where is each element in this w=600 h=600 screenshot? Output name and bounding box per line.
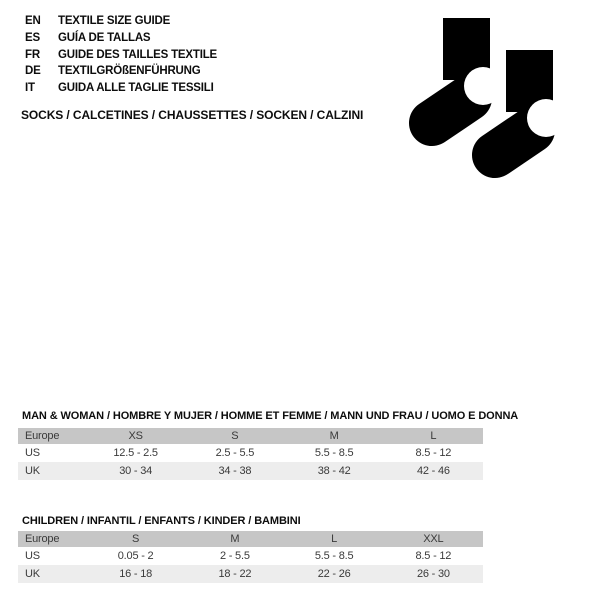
language-code: FR — [25, 48, 40, 61]
table-cell: 5.5 - 8.5 — [314, 447, 354, 459]
table-header-row — [18, 531, 483, 547]
language-label: GUÍA DE TALLAS — [58, 32, 151, 45]
table-cell: 0.05 - 2 — [117, 550, 154, 562]
table-cell: 26 - 30 — [416, 568, 450, 580]
list-item — [25, 63, 217, 80]
table-cell: 42 - 46 — [416, 465, 450, 477]
language-label: TEXTILGRÖßENFÜHRUNG — [58, 65, 201, 78]
language-label: GUIDE DES TAILLES TEXTILE — [58, 48, 217, 61]
column-header: XXL — [423, 533, 444, 545]
table-cell: 8.5 - 12 — [415, 550, 452, 562]
table-cell: 16 - 18 — [119, 568, 153, 580]
table-header-row — [18, 428, 483, 444]
row-label: US — [25, 447, 40, 459]
row-label: UK — [25, 465, 40, 477]
table-cell: 22 - 26 — [317, 568, 351, 580]
socks-icon — [403, 12, 568, 188]
column-header: L — [331, 533, 338, 545]
table-cell: 38 - 42 — [317, 465, 351, 477]
table-title-children: CHILDREN / INFANTIL / ENFANTS / KINDER / BAMBINI — [22, 515, 301, 527]
row-label: US — [25, 550, 40, 562]
column-header: Europe — [25, 533, 60, 545]
language-code: EN — [25, 15, 41, 28]
column-header: L — [430, 430, 437, 442]
table-cell: 2 - 5.5 — [219, 550, 250, 562]
column-header: M — [329, 430, 339, 442]
category-heading: SOCKS / CALCETINES / CHAUSSETTES / SOCKEN / CALZINI — [21, 108, 364, 122]
table-cell: 2.5 - 5.5 — [215, 447, 255, 459]
language-code: ES — [25, 32, 40, 45]
list-item — [25, 80, 217, 97]
column-header: M — [230, 533, 240, 545]
sock-back — [432, 18, 502, 123]
list-item — [25, 13, 217, 30]
list-item — [25, 46, 217, 63]
list-item — [25, 30, 217, 47]
table-cell: 34 - 38 — [218, 465, 252, 477]
language-label: GUIDA ALLE TAGLIE TESSILI — [58, 82, 214, 95]
table-row — [18, 462, 483, 480]
table-row — [18, 565, 483, 583]
size-table-man-woman — [18, 428, 483, 480]
table-cell: 12.5 - 2.5 — [113, 447, 158, 459]
size-table-children — [18, 531, 483, 583]
column-header: S — [132, 533, 140, 545]
column-header: S — [231, 430, 239, 442]
column-header: XS — [128, 430, 143, 442]
column-header: Europe — [25, 430, 60, 442]
language-code: DE — [25, 65, 41, 78]
table-cell: 30 - 34 — [119, 465, 153, 477]
table-row — [18, 547, 483, 565]
table-cell: 5.5 - 8.5 — [314, 550, 354, 562]
table-row — [18, 444, 483, 462]
table-cell: 8.5 - 12 — [415, 447, 452, 459]
table-cell: 18 - 22 — [218, 568, 252, 580]
table-title-man-woman: MAN & WOMAN / HOMBRE Y MUJER / HOMME ET FEMME / MANN UND FRAU / UOMO E DONNA — [22, 410, 519, 422]
language-label: TEXTILE SIZE GUIDE — [58, 15, 171, 28]
row-label: UK — [25, 568, 40, 580]
language-guide-list — [25, 13, 217, 96]
language-code: IT — [25, 82, 35, 95]
